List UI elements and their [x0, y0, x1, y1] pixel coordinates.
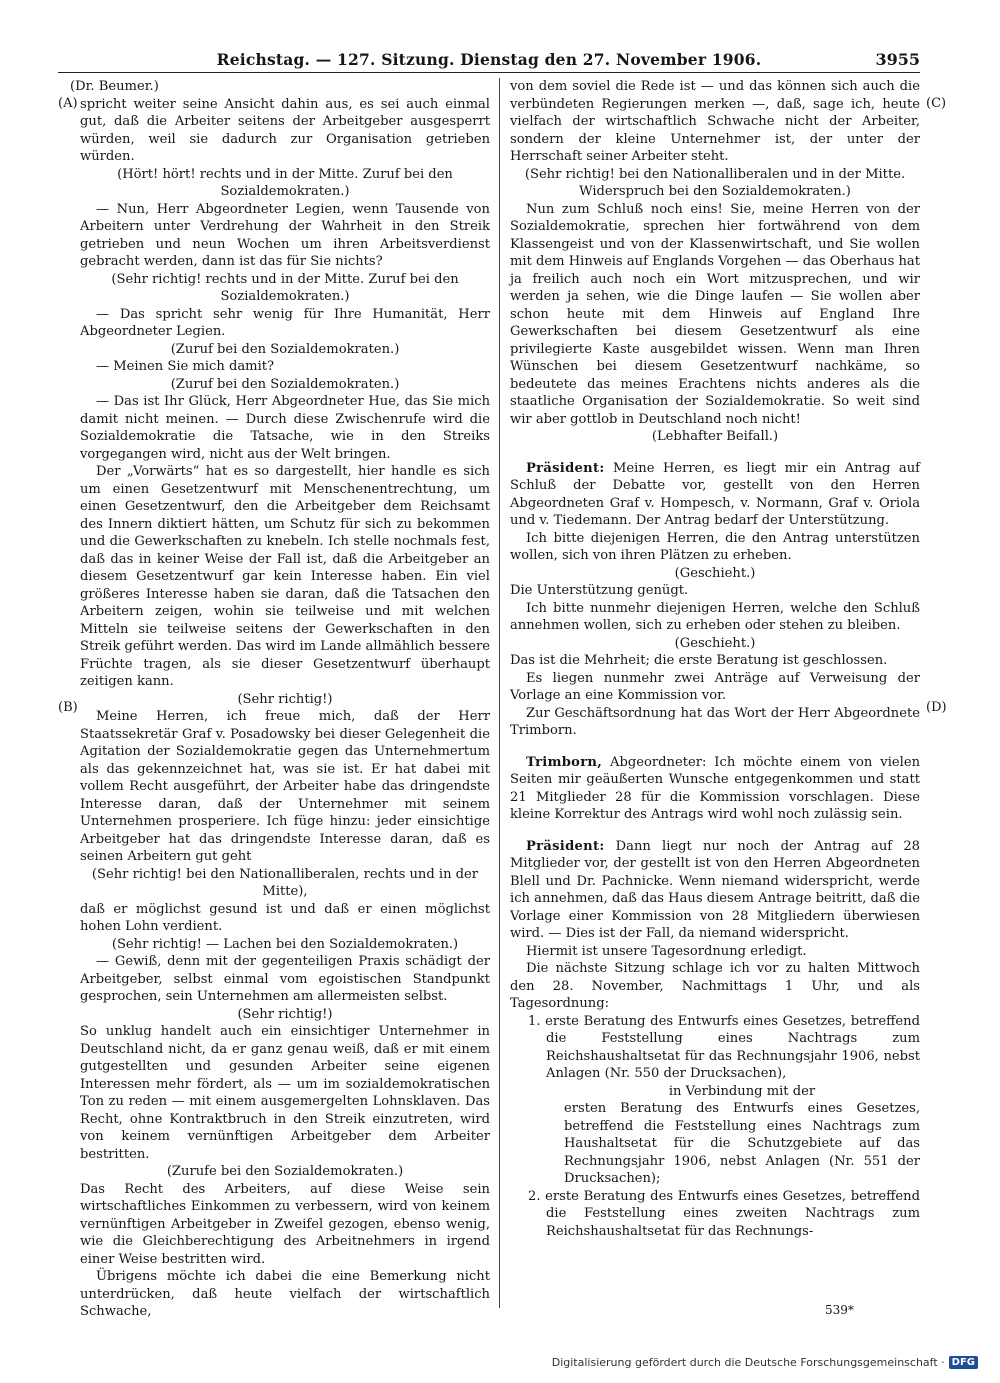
interjection: (Lebhafter Beifall.): [651, 429, 779, 444]
paragraph: — Das spricht sehr wenig für Ihre Humanität, Herr Abgeordneter Legien.: [80, 306, 490, 339]
paragraph: Nun zum Schluß noch eins! Sie, meine Herren von der Sozialdemokratie, sprechen hier fortwährend von dem Klassengeist und von der Klassenwirtschaft, und Sie wollen mit dem Hinweis auf Englands Vorgehen — das Oberhaus hat ja freilich auch noch ein Wort mitzusprechen, und wir werden ja sehen, wie die Dinge laufen — Sie wollen aber schon heute mit dem Hinweis auf England Ihre Gewerkschaften bei diesem Gesetzentwurf als eine privilegierte Kaste ausgebildet wissen. Wenn man Ihren Wünschen bei diesem Gesetzentwurf nachkäme, so bedeutete das meines Erachtens nichts anderes als die staatliche Organisation der Sozialdemokratie. So weit sind wir aber gottlob in Deutschland noch nicht!: [510, 201, 920, 427]
paragraph: Der „Vorwärts“ hat es so dargestellt, hier handle es sich um einen Gesetzentwurf mit Menschenentrechtung, um einen Gesetzentwurf, den die Arbeitgeber dem Reichsamt des Innern diktiert hätten, um Schutz für sich zu bekommen und die Gewerkschaften zu knebeln. Ich stelle nochmals fest, daß das in keiner Weise der Fall ist, daß die Arbeitgeber an diesem Gesetzentwurf gar kein Interesse haben. Ein viel größeres Interesse haben sie daran, daß die Tatsachen den Arbeitern zeigen, wohin sie teilweise und mit welchen Mitteln sie teilweise seitens der Gewerkschaften in den Streik geführt werden. Das wird im Lande allmählich bessere Früchte tragen, als sie dieser Gesetzentwurf überhaupt zeitigen kann.: [80, 464, 490, 689]
statement-text: Dann liegt nur noch der Antrag auf 28 Mitglieder vor, der gestellt ist von den Herren Abgeordneten Blell und Dr. Pachnicke. Wenn niemand widerspricht, werde ich annehmen, daß das Haus diesem Antrage beitritt, daß die Vorlage einer Kommission von 28 Mitgliedern überwiesen wird. — Dies ist der Fall, da niemand widerspricht.: [510, 838, 920, 941]
paragraph: Das Recht des Arbeiters, auf diese Weise sein wirtschaftliches Einkommen zu verbessern, wird von keinem vernünftigen Arbeitgeber in Zweifel gezogen, ebenso wenig, wie die Gleichberechtigung des Arbeitnehmers in irgend einer Weise bestritten wird.: [80, 1181, 490, 1267]
president-statement: [510, 460, 920, 530]
speaker-name: Präsident:: [526, 838, 605, 854]
agenda-item-1: 1. erste Beratung des Entwurfs eines Gesetzes, betreffend die Feststellung eines Nachtrags zum Reichshaushaltsetat für das Rechnungsjahr 1906, nebst Anlagen (Nr. 550 der Drucksachen),: [528, 1013, 920, 1081]
paragraph: — Meinen Sie mich damit?: [96, 359, 275, 374]
margin-mark-d: (D): [926, 700, 947, 715]
right-column: [510, 78, 920, 1240]
interjection: (Zuruf bei den Sozialdemokraten.): [170, 376, 400, 392]
margin-mark-b: (B): [58, 700, 78, 715]
printer-signature: 539*: [825, 1303, 854, 1317]
spacer: [510, 824, 920, 838]
paragraph: — Nun, Herr Abgeordneter Legien, wenn Tausende von Arbeitern unter Verdrehung der Wahrheit in den Streik getrieben und neun Wochen um ihren Arbeitsverdienst gebracht werden, dann ist das für Sie nichts?: [80, 201, 490, 269]
paragraph: Es liegen nunmehr zwei Anträge auf Verweisung der Vorlage an eine Kommission vor.: [510, 670, 920, 703]
speaker-name: Präsident:: [526, 460, 605, 476]
interjection: (Sehr richtig! bei den Nationalliberalen und in der Mitte. Widerspruch bei den Sozialdemokraten.): [524, 166, 906, 199]
paragraph: Ich bitte diejenigen Herren, die den Antrag unterstützen wollen, sich von ihren Plätzen zu erheben.: [510, 530, 920, 563]
statement-text: Meine Herren, es liegt mir ein Antrag auf Schluß der Debatte vor, gestellt von den Herren Abgeordneten Graf v. Hompesch, v. Normann, Graf v. Oriola und v. Tiedemann. Der Antrag bedarf der Unterstützung.: [510, 460, 920, 528]
speaker-note: (Dr. Beumer.): [70, 79, 159, 94]
interjection: (Zuruf bei den Sozialdemokraten.): [170, 341, 400, 357]
interjection: (Sehr richtig!): [237, 691, 333, 707]
paragraph: spricht weiter seine Ansicht dahin aus, es sei auch einmal gut, daß die Arbeiter seitens der Arbeitgeber ausgesperrt würden, weil sie dadurch zur Organisation getrieben würden.: [80, 96, 490, 164]
paragraph: So unklug handelt auch ein einsichtiger Unternehmer in Deutschland nicht, da er ganz genau weiß, daß er mit einem gutgestellten und gesunden Arbeiter seine eigenen Interessen mehr fördert, als — um im sozialdemokratischen Ton zu reden — mit einem ausgemergelten Lohnsklaven. Das Recht, ohne Kontraktbruch in den Streik einzutreten, wird von keinem vernünftigen Arbeitgeber dem Arbeiter bestritten.: [80, 1024, 490, 1162]
interjection: (Sehr richtig!): [237, 1006, 333, 1022]
footer-text: Digitalisierung gefördert durch die Deutsche Forschungsgemeinschaft ·: [551, 1356, 945, 1369]
paragraph: daß er möglichst gesund ist und daß er einen möglichst hohen Lohn verdient.: [80, 901, 490, 934]
footer: [552, 1356, 978, 1369]
paragraph: Hiermit ist unsere Tagesordnung erledigt.: [526, 943, 807, 959]
speaker-name: Trimborn,: [526, 754, 603, 770]
statement-text: Abgeordneter: Ich möchte einem von vielen Seiten mir geäußerten Wunsche entgegenkommen und statt 21 Mitglieder 28 für die Kommission vorschlagen. Diese kleine Korrektur des Antrags wird wohl noch zulässig sein.: [510, 754, 920, 822]
paragraph: Übrigens möchte ich dabei die eine Bemerkung nicht unterdrücken, daß heute vielfach der wirtschaftlich Schwache,: [80, 1269, 490, 1319]
page-header: [58, 50, 920, 73]
agenda-connector: in Verbindung mit der: [668, 1083, 816, 1099]
interjection: (Zurufe bei den Sozialdemokraten.): [166, 1164, 404, 1179]
dfg-logo: DFG: [949, 1356, 978, 1369]
spacer: [510, 446, 920, 460]
margin-mark-c: (C): [926, 96, 947, 111]
paragraph: Meine Herren, ich freue mich, daß der Herr Staatssekretär Graf v. Posadowsky bei dieser Gelegenheit die Agitation der Sozialdemokratie gegen das Unternehmertum als das gekennzeichnet hat, was sie ist. Er hat dabei mit vollem Recht ausgeführt, der Arbeiter habe das dringendste Interesse daran, daß der Unternehmer mit seinem Unternehmen prosperiere. Ich füge hinzu: jeder einsichtige Arbeitgeber hat das dringendste Interesse daran, daß es seinen Arbeitern gut geht: [80, 709, 490, 864]
paragraph: Zur Geschäftsordnung hat das Wort der Herr Abgeordnete Trimborn.: [510, 705, 920, 738]
paragraph: Ich bitte nunmehr diejenigen Herren, welche den Schluß annehmen wollen, sich zu erheben oder stehen zu bleiben.: [510, 600, 920, 633]
paragraph: Die nächste Sitzung schlage ich vor zu halten Mittwoch den 28. November, Nachmittags 1 Uhr, und als Tagesordnung:: [510, 961, 920, 1011]
left-column: [70, 78, 490, 1321]
spacer: [510, 740, 920, 754]
paragraph: — Das ist Ihr Glück, Herr Abgeordneter Hue, das Sie mich damit nicht meinen. — Durch diese Zwischenrufe wird die Sozialdemokratie die Tatsache, wie in den Streiks vorgegangen wird, nicht aus der Welt bringen.: [80, 394, 490, 462]
paragraph: — Gewiß, denn mit der gegenteiligen Praxis schädigt der Arbeitgeber, selbst einmal vom egoistischen Standpunkt gesprochen, sein Unternehmen am allermeisten selbst.: [80, 954, 490, 1004]
column-divider: [499, 78, 500, 1308]
trimborn-statement: [510, 754, 920, 824]
paragraph: Das ist die Mehrheit; die erste Beratung ist geschlossen.: [510, 653, 888, 668]
paragraph: von dem soviel die Rede ist — und das können sich auch die verbündeten Regierungen merken —, daß, sage ich, heute vielfach der wirtschaftlich Schwache nicht der Arbeiter, sondern der kleine Unternehmer ist, der unter der Herrschaft seiner Arbeiter steht.: [510, 79, 920, 164]
agenda-item-2: 2. erste Beratung des Entwurfs eines Gesetzes, betreffend die Feststellung eines zweiten Nachtrags zum Reichshaushaltsetat für das Rechnungs-: [528, 1188, 920, 1239]
president-statement: [510, 838, 920, 943]
interjection: (Sehr richtig! rechts und in der Mitte. Zuruf bei den Sozialdemokraten.): [111, 271, 459, 304]
interjection: (Geschieht.): [674, 635, 756, 651]
interjection: (Sehr richtig! — Lachen bei den Sozialdemokraten.): [111, 936, 459, 952]
paragraph: Die Unterstützung genügt.: [510, 583, 689, 598]
margin-mark-a: (A): [58, 96, 78, 111]
interjection: (Sehr richtig! bei den Nationalliberalen, rechts und in der Mitte),: [91, 866, 479, 899]
interjection: (Geschieht.): [674, 565, 756, 581]
header-title: Reichstag. — 127. Sitzung. Dienstag den 27. November 1906.: [216, 50, 762, 69]
page-number: 3955: [875, 50, 920, 69]
agenda-item-1-continued: ersten Beratung des Entwurfs eines Gesetzes, betreffend die Feststellung eines Nachtrags zum Haushaltsetat für die Schutzgebiete auf das Rechnungsjahr 1906, nebst Anlagen (Nr. 551 der Drucksachen);: [564, 1101, 920, 1186]
interjection: (Hört! hört! rechts und in der Mitte. Zuruf bei den Sozialdemokraten.): [117, 166, 453, 199]
